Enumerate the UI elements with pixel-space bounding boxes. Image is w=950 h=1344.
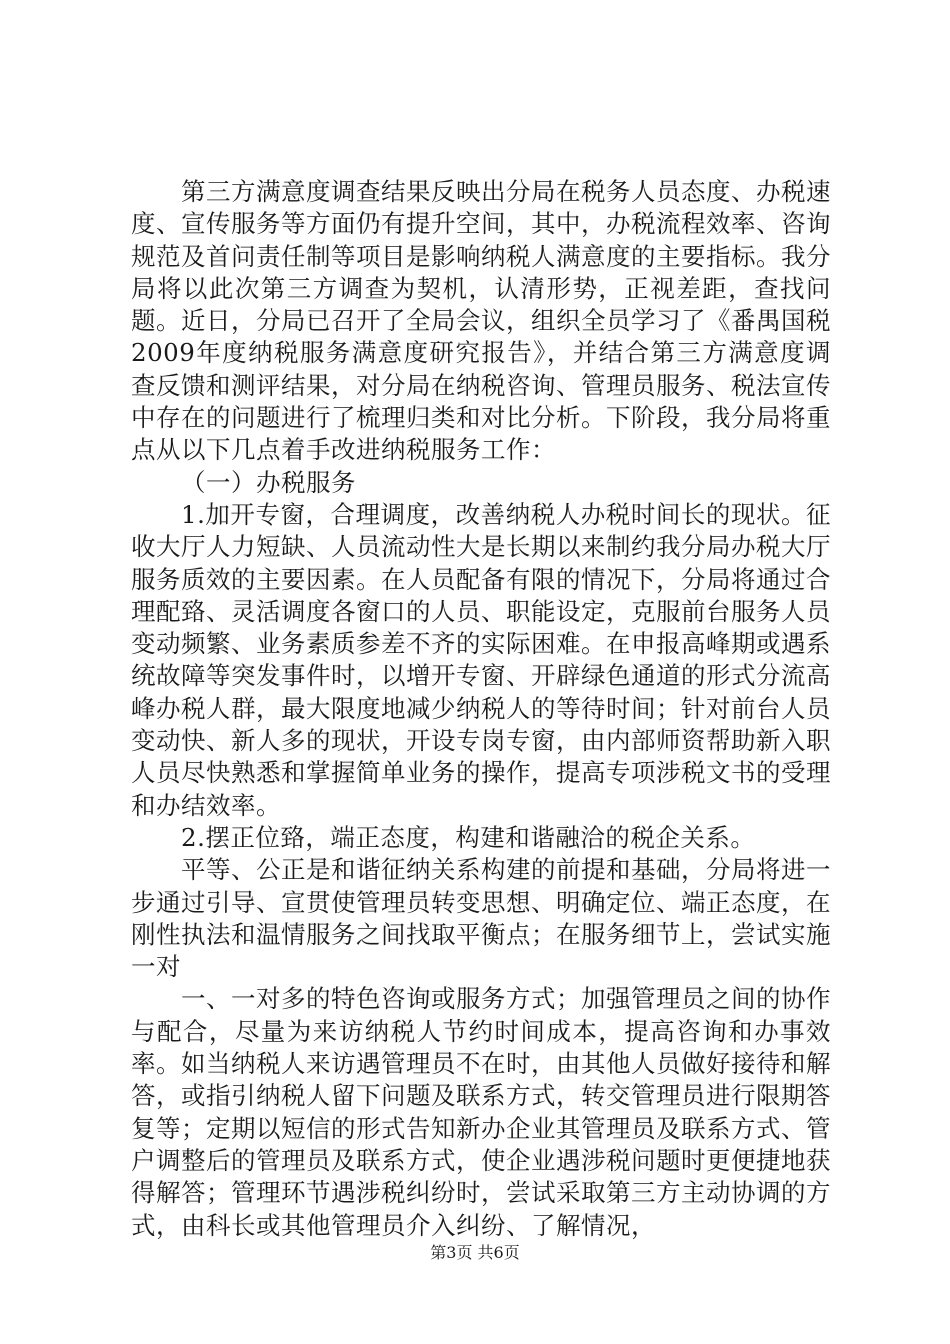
paragraph-item-2-body: 平等、公正是和谐征纳关系构建的前提和基础，分局将进一步通过引导、宣贯使管理员转变思想、明确定位、端正态度，在刚性执法和温情服务之间找取平衡点；在服务细节上，尝试实施一对 — [131, 855, 831, 982]
section-heading-tax-service: （一）办税服务 — [181, 467, 356, 497]
document-body — [131, 176, 831, 1242]
page-number-footer: 第3页 共6页 — [430, 1243, 520, 1262]
paragraph-item-2-heading: 2.摆正位臵，端正态度，构建和谐融洽的税企关系。 — [181, 822, 756, 852]
paragraph-item-2-continued: 一、一对多的特色咨询或服务方式；加强管理员之间的协作与配合，尽量为来访纳税人节约时间成本，提高咨询和办事效率。如当纳税人来访遇管理员不在时，由其他人员做好接待和解答，或指引纳税人留下问题及联系方式，转交管理员进行限期答复等；定期以短信的形式告知新办企业其管理员及联系方式、管户调整后的管理员及联系方式，使企业遇涉税问题时更便捷地获得解答；管理环节遇涉税纠纷时，尝试采取第三方主动协调的方式，由科长或其他管理员介入纠纷、了解情况， — [131, 984, 831, 1240]
paragraph-item-1: 1.加开专窗，合理调度，改善纳税人办税时间长的现状。征收大厅人力短缺、人员流动性大是长期以来制约我分局办税大厅服务质效的主要因素。在人员配备有限的情况下，分局将通过合理配臵、灵活调度各窗口的人员、职能设定，克服前台服务人员变动频繁、业务素质参差不齐的实际困难。在申报高峰期或遇系统故障等突发事件时，以增开专窗、开辟绿色通道的形式分流高峰办税人群，最大限度地减少纳税人的等待时间；针对前台人员变动快、新人多的现状，开设专岗专窗，由内部师资帮助新入职人员尽快熟悉和掌握简单业务的操作，提高专项涉税文书的受理和办结效率。 — [131, 499, 831, 820]
paragraph-intro: 第三方满意度调查结果反映出分局在税务人员态度、办税速度、宣传服务等方面仍有提升空间，其中，办税流程效率、咨询规范及首问责任制等项目是影响纳税人满意度的主要指标。我分局将以此次第三方调查为契机，认清形势，正视差距，查找问题。近日，分局已召开了全局会议，组织全员学习了《番禺国税2009年度纳税服务满意度研究报告》，并结合第三方满意度调查反馈和测评结果，对分局在纳税咨询、管理员服务、税法宣传中存在的问题进行了梳理归类和对比分析。下阶段，我分局将重点从以下几点着手改进纳税服务工作： — [131, 177, 831, 465]
